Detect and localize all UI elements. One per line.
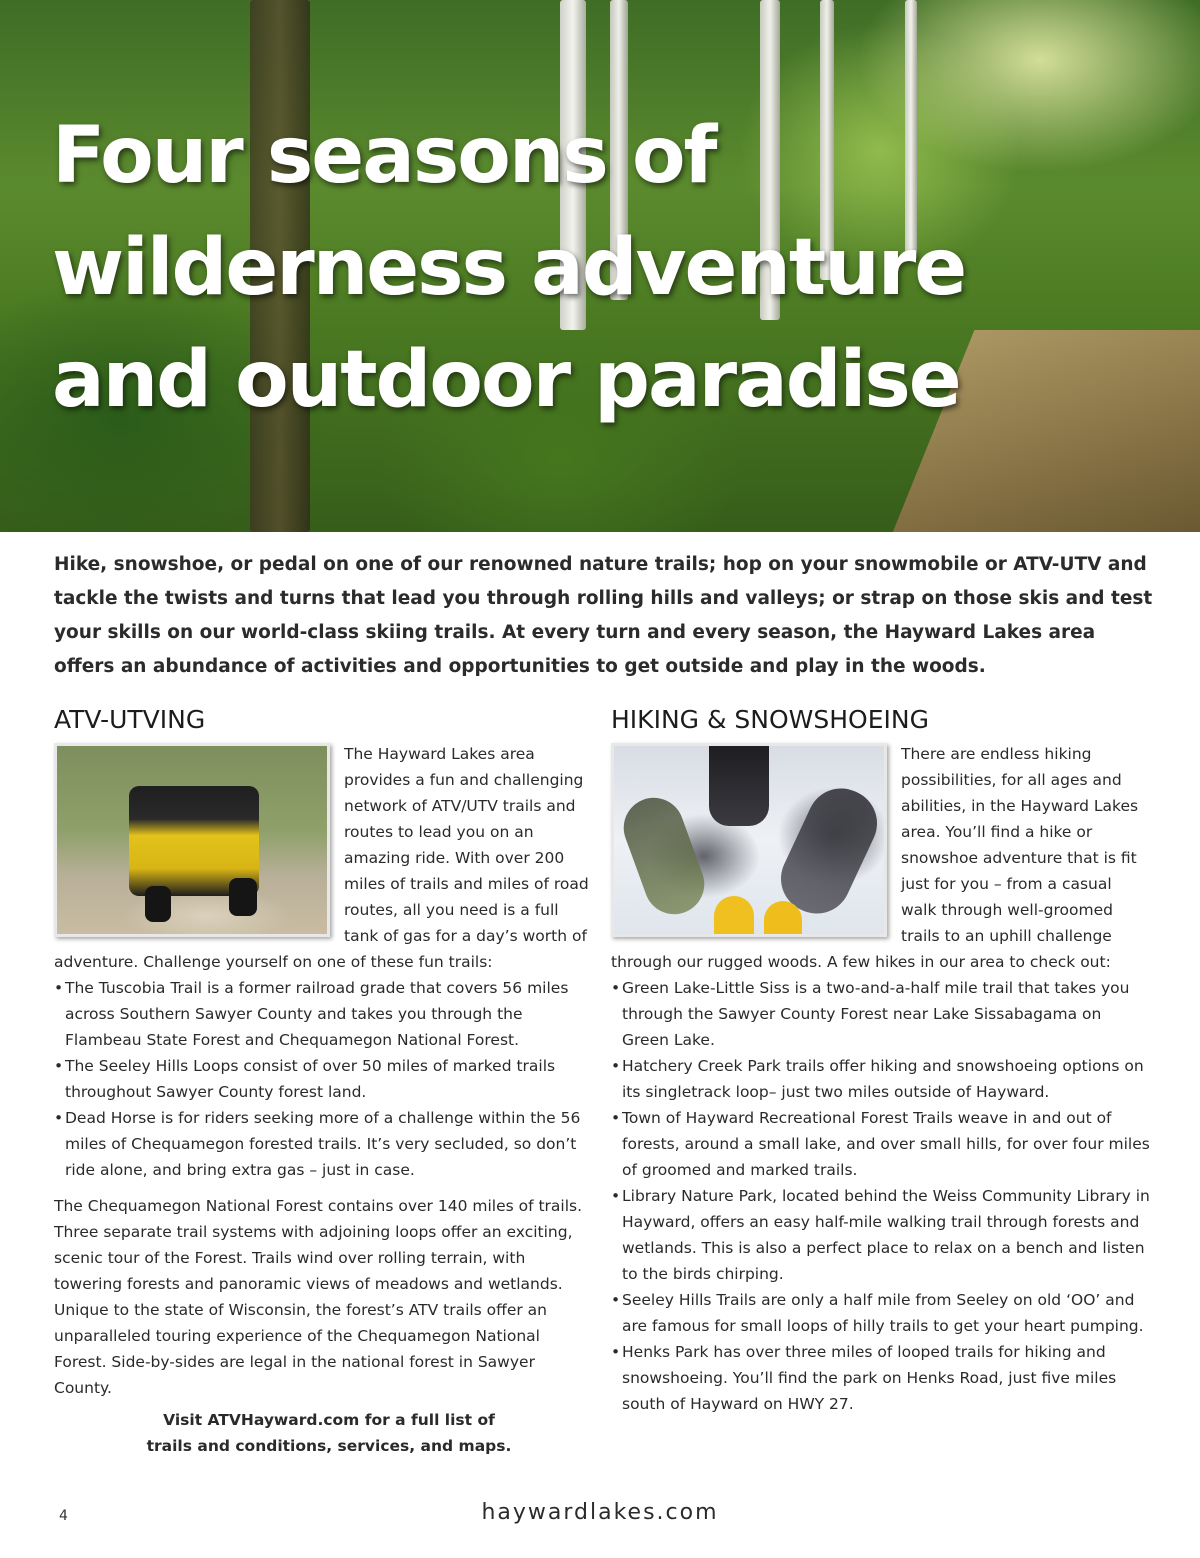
- hiking-body: [611, 741, 1151, 1417]
- atv-lead-paragraph: The Hayward Lakes area provides a fun and challenging network of ATV/UTV trails and routes to lead you on an amazing ride. With over 200 miles of trails and miles of road routes, all you need is a full tank of gas for a day’s worth of adventure. Challenge yourself on one of these fun trails:: [54, 745, 589, 971]
- hiking-trail-list: [611, 975, 1151, 1417]
- atv-wheel: [229, 878, 257, 916]
- atv-heading: ATV-UTVING: [54, 705, 206, 734]
- list-item: • Town of Hayward Recreational Forest Trails weave in and out of forests, around a small lake, and over small hills, for over four miles of groomed and marked trails.: [611, 1105, 1151, 1183]
- list-item: • Hatchery Creek Park trails offer hiking and snowshoeing options on its singletrack loop– just two miles outside of Hayward.: [611, 1053, 1151, 1105]
- atv-trail-list: [54, 975, 594, 1183]
- boot: [709, 746, 769, 826]
- hiking-lead-paragraph: There are endless hiking possibilities, for all ages and abilities, in the Hayward Lakes area. You’ll find a hike or snowshoe adventure that is fit just for you – from a casual walk through well-groomed trails to an uphill challenge through our rugged woods. A few hikes in our area to check out:: [611, 745, 1139, 971]
- list-item: • Green Lake-Little Siss is a two-and-a-half mile trail that takes you through the Sawyer County Forest near Lake Sissabagama on Green Lake.: [611, 975, 1151, 1053]
- atv-body: [54, 741, 594, 1459]
- intro-paragraph: Hike, snowshoe, or pedal on one of our renowned nature trails; hop on your snowmobile or ATV-UTV and tackle the twists and turns that lead you through rolling hills and valleys; or strap on those skis and test your skills on our world-class skiing trails. At every turn and every season, the Hayward Lakes area offers an abundance of activities and opportunities to get outside and play in the woods.: [54, 554, 1153, 677]
- list-item: • The Seeley Hills Loops consist of over 50 miles of marked trails throughout Sawyer County forest land.: [54, 1053, 594, 1105]
- visit-line-1: Visit ATVHayward.com for a full list of: [163, 1411, 495, 1429]
- list-item: • Henks Park has over three miles of looped trails for hiking and snowshoeing. You’ll find the park on Henks Road, just five miles south of Hayward on HWY 27.: [611, 1339, 1151, 1417]
- hiking-heading: HIKING & SNOWSHOEING: [611, 705, 929, 734]
- atv-forest-paragraph: The Chequamegon National Forest contains over 140 miles of trails. Three separate trail systems with adjoining loops offer an exciting, scenic tour of the Forest. Trails wind over rolling terrain, with towering forests and panoramic views of meadows and wetlands. Unique to the state of Wisconsin, the forest’s ATV trails offer an unparalleled touring experience of the Chequamegon National Forest. Side-by-sides are legal in the national forest in Sawyer County.: [54, 1197, 583, 1397]
- page-number: 4: [59, 1508, 68, 1524]
- atv-wheel: [145, 886, 171, 922]
- list-item: • Seeley Hills Trails are only a half mile from Seeley on old ‘OO’ and are famous for small loops of hilly trails to get your heart pumping.: [611, 1287, 1151, 1339]
- list-item: • Dead Horse is for riders seeking more of a challenge within the 56 miles of Chequamegon forested trails. It’s very secluded, so don’t ride alone, and bring extra gas – just in case.: [54, 1105, 594, 1183]
- page-title: Four seasons of wilderness adventure and outdoor paradise: [52, 111, 966, 425]
- hero-forest-photo: [0, 0, 1200, 532]
- atv-visit-callout: [54, 1407, 594, 1459]
- visit-line-2: trails and conditions, services, and maps.: [146, 1437, 512, 1455]
- list-item: • Library Nature Park, located behind the Weiss Community Library in Hayward, offers an easy half-mile walking trail through forests and wetlands. This is also a perfect place to relax on a bench and listen to the birds chirping.: [611, 1183, 1151, 1287]
- snowshoe: [615, 789, 712, 922]
- hiking-section: [611, 703, 1151, 1417]
- snowshoe: [714, 896, 754, 937]
- website-footer: haywardlakes.com: [481, 1500, 719, 1525]
- snowshoe-photo: [611, 743, 887, 937]
- list-item: • The Tuscobia Trail is a former railroad grade that covers 56 miles across Southern Sawyer County and takes you through the Flambeau State Forest and Chequamegon National Forest.: [54, 975, 594, 1053]
- atv-photo: [54, 743, 330, 937]
- snowshoe: [764, 901, 802, 937]
- atv-section: [54, 703, 594, 1459]
